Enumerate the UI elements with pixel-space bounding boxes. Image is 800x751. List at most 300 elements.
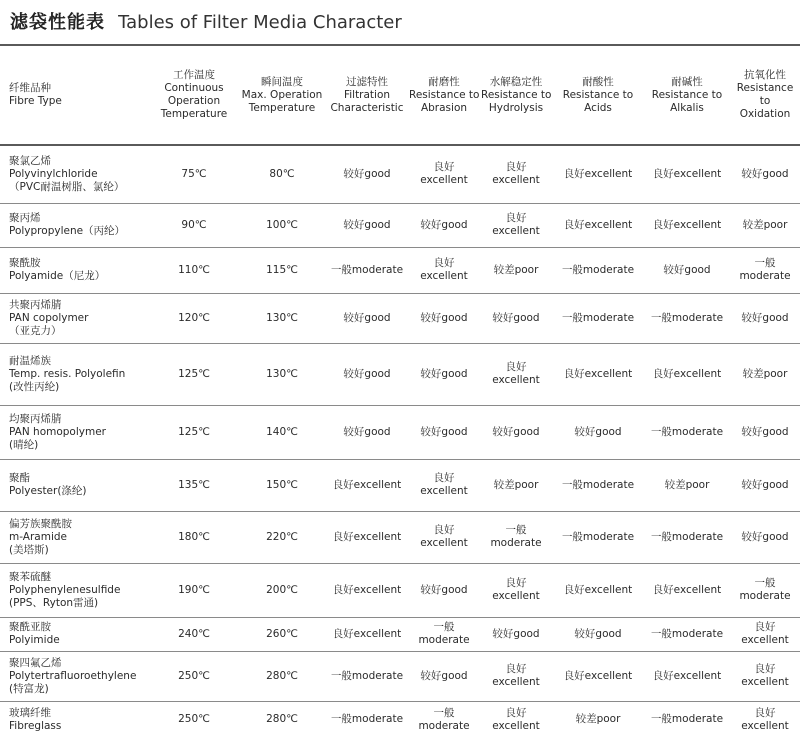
cell-fibre-type	[0, 701, 150, 738]
cell-text-line: 一般moderate	[330, 669, 404, 682]
cell-oxidation	[730, 459, 800, 511]
cell-hydrolysis	[480, 203, 552, 247]
header-abrasion	[408, 45, 480, 145]
table-row	[0, 405, 800, 459]
cell-text-line: excellent	[741, 634, 789, 646]
cell-abrasion	[408, 701, 480, 738]
cell-max-temp	[238, 459, 326, 511]
cell-text-line: 较好good	[343, 425, 391, 438]
cell-filtration	[326, 247, 408, 293]
cell-text-line: 280℃	[266, 669, 298, 682]
cell-text-line: Resistance to	[481, 88, 552, 101]
cell-text-line: 良好excellent	[652, 583, 722, 596]
header-filtration	[326, 45, 408, 145]
cell-text-line: 良好excellent	[332, 627, 402, 640]
cell-text-line: excellent	[420, 485, 468, 497]
cell-text-line: (PPS、Ryton雷通)	[9, 596, 99, 609]
cell-text-line: 较差poor	[493, 478, 539, 491]
cell-text-line: 较好good	[420, 583, 468, 596]
cell-text-line: Acids	[584, 101, 612, 114]
cell-max-temp	[238, 563, 326, 617]
cell-text-line: Temperature	[248, 101, 316, 114]
cell-text-line: excellent	[492, 719, 540, 732]
cell-alkalis	[644, 343, 730, 405]
cell-text-line: 良好	[505, 663, 527, 675]
cell-text-line: Polyimide	[9, 634, 60, 646]
cell-text-line: excellent	[741, 719, 789, 732]
cell-continuous-temp	[150, 247, 238, 293]
cell-oxidation	[730, 247, 800, 293]
cell-fibre-type	[0, 563, 150, 617]
cell-continuous-temp	[150, 145, 238, 203]
cell-text-line: 100℃	[266, 218, 298, 231]
cell-oxidation	[730, 145, 800, 203]
cell-acids	[552, 145, 644, 203]
cell-text-line: 125℃	[178, 425, 210, 438]
cell-hydrolysis	[480, 651, 552, 701]
cell-text-line: Resistance	[736, 82, 794, 94]
table-row	[0, 563, 800, 617]
cell-text-line: 115℃	[266, 263, 298, 276]
cell-acids	[552, 511, 644, 563]
cell-abrasion	[408, 247, 480, 293]
cell-oxidation	[730, 701, 800, 738]
cell-filtration	[326, 343, 408, 405]
cell-text-line: 偏芳族聚酰胺	[9, 517, 72, 530]
cell-text-line: 较差poor	[742, 367, 788, 380]
cell-text-line: 190℃	[178, 583, 210, 596]
cell-max-temp	[238, 343, 326, 405]
cell-continuous-temp	[150, 511, 238, 563]
cell-text-line: （PVC耐温树脂、氯纶）	[9, 180, 125, 193]
cell-text-line: Temp. resis. Polyolefin	[9, 367, 126, 380]
cell-hydrolysis	[480, 343, 552, 405]
header-alkalis	[644, 45, 730, 145]
cell-text-line: 较好good	[420, 367, 468, 380]
cell-filtration	[326, 563, 408, 617]
cell-text-line: 良好	[433, 161, 455, 174]
cell-text-line: Temperature	[160, 108, 228, 120]
cell-text-line: 良好	[505, 577, 527, 589]
cell-text-line: 良好excellent	[652, 669, 722, 682]
cell-text-line: moderate	[418, 634, 470, 646]
header-continuous-temp	[150, 45, 238, 145]
cell-text-line: 良好	[505, 361, 527, 373]
cell-abrasion	[408, 343, 480, 405]
cell-text-line: Resistance to	[562, 88, 634, 101]
cell-text-line: Max. Operation	[241, 88, 323, 101]
cell-max-temp	[238, 617, 326, 651]
table-row	[0, 203, 800, 247]
cell-max-temp	[238, 511, 326, 563]
cell-text-line: 水解稳定性	[489, 75, 543, 88]
cell-text-line: 较好good	[492, 627, 540, 640]
cell-text-line: 较好good	[492, 425, 540, 438]
cell-text-line: Polyester(涤纶)	[9, 485, 87, 497]
cell-text-line: excellent	[420, 537, 468, 549]
cell-text-line: moderate	[739, 590, 791, 602]
cell-hydrolysis	[480, 405, 552, 459]
cell-text-line: 较好good	[741, 311, 789, 324]
cell-text-line: 较好good	[420, 311, 468, 324]
cell-alkalis	[644, 617, 730, 651]
cell-oxidation	[730, 203, 800, 247]
cell-continuous-temp	[150, 701, 238, 738]
cell-text-line: 一般	[754, 257, 776, 269]
cell-text-line: 耐碱性	[671, 75, 703, 88]
title-bar	[0, 0, 800, 44]
cell-text-line: Polyvinylchloride	[9, 167, 98, 180]
cell-text-line: 良好	[754, 621, 776, 633]
cell-text-line: 良好excellent	[332, 583, 402, 596]
cell-text-line: 聚氯乙烯	[9, 154, 51, 167]
cell-text-line: 较好good	[663, 263, 711, 276]
cell-filtration	[326, 701, 408, 738]
cell-alkalis	[644, 459, 730, 511]
cell-abrasion	[408, 617, 480, 651]
cell-text-line: 一般	[505, 524, 527, 536]
cell-text-line: 较好good	[343, 218, 391, 231]
cell-fibre-type	[0, 511, 150, 563]
cell-fibre-type	[0, 459, 150, 511]
cell-text-line: 一般	[754, 577, 776, 589]
cell-text-line: 较好good	[420, 425, 468, 438]
cell-abrasion	[408, 459, 480, 511]
cell-acids	[552, 701, 644, 738]
cell-fibre-type	[0, 651, 150, 701]
cell-text-line: 较好good	[343, 367, 391, 380]
cell-text-line: 200℃	[266, 583, 298, 596]
cell-hydrolysis	[480, 247, 552, 293]
cell-alkalis	[644, 651, 730, 701]
cell-acids	[552, 405, 644, 459]
cell-max-temp	[238, 701, 326, 738]
cell-text-line: excellent	[492, 676, 540, 688]
cell-max-temp	[238, 405, 326, 459]
cell-text-line: moderate	[418, 719, 470, 732]
cell-fibre-type	[0, 293, 150, 343]
cell-text-line: 较好good	[741, 425, 789, 438]
cell-fibre-type	[0, 343, 150, 405]
cell-hydrolysis	[480, 701, 552, 738]
table-row	[0, 459, 800, 511]
cell-text-line: 良好	[433, 472, 455, 484]
cell-text-line: 一般moderate	[561, 530, 635, 543]
cell-text-line: 良好excellent	[652, 167, 722, 180]
cell-text-line: 良好	[433, 257, 455, 269]
cell-text-line: 耐酸性	[582, 75, 614, 88]
cell-text-line: 聚苯硫醚	[9, 570, 51, 583]
cell-oxidation	[730, 651, 800, 701]
cell-text-line: 150℃	[266, 478, 298, 491]
cell-hydrolysis	[480, 293, 552, 343]
header-acids	[552, 45, 644, 145]
cell-text-line: 瞬间温度	[261, 75, 303, 88]
cell-text-line: 良好	[505, 706, 527, 719]
cell-abrasion	[408, 293, 480, 343]
cell-text-line: 较好good	[420, 218, 468, 231]
title-english: Tables of Filter Media Character	[118, 12, 402, 33]
cell-hydrolysis	[480, 511, 552, 563]
cell-text-line: 良好excellent	[332, 478, 402, 491]
cell-filtration	[326, 203, 408, 247]
cell-text-line: Oxidation	[739, 108, 791, 120]
cell-text-line: excellent	[741, 676, 789, 688]
cell-acids	[552, 343, 644, 405]
cell-text-line: 良好	[505, 161, 527, 174]
cell-filtration	[326, 511, 408, 563]
cell-oxidation	[730, 405, 800, 459]
cell-acids	[552, 563, 644, 617]
cell-text-line: 良好excellent	[652, 367, 722, 380]
cell-text-line: Operation	[167, 95, 221, 107]
table-row	[0, 145, 800, 203]
cell-text-line: 135℃	[178, 478, 210, 491]
cell-text-line: 一般moderate	[650, 627, 724, 640]
header-hydrolysis	[480, 45, 552, 145]
cell-text-line: 良好excellent	[563, 218, 633, 231]
cell-text-line: (改性丙纶)	[9, 380, 60, 393]
cell-continuous-temp	[150, 617, 238, 651]
cell-hydrolysis	[480, 145, 552, 203]
cell-text-line: 130℃	[266, 311, 298, 324]
cell-text-line: excellent	[420, 270, 468, 282]
cell-filtration	[326, 651, 408, 701]
cell-text-line: 110℃	[178, 263, 210, 276]
cell-max-temp	[238, 293, 326, 343]
cell-continuous-temp	[150, 563, 238, 617]
cell-text-line: 工作温度	[173, 69, 215, 81]
cell-filtration	[326, 293, 408, 343]
cell-text-line: 250℃	[178, 669, 210, 682]
cell-acids	[552, 459, 644, 511]
cell-text-line: 220℃	[266, 530, 298, 543]
cell-text-line: 聚丙烯	[9, 212, 41, 224]
cell-text-line: Abrasion	[420, 101, 468, 114]
cell-text-line: 过滤特性	[346, 75, 388, 88]
table-body	[0, 145, 800, 738]
cell-alkalis	[644, 405, 730, 459]
cell-max-temp	[238, 651, 326, 701]
cell-hydrolysis	[480, 459, 552, 511]
cell-acids	[552, 203, 644, 247]
cell-acids	[552, 293, 644, 343]
cell-text-line: moderate	[739, 270, 791, 282]
cell-continuous-temp	[150, 651, 238, 701]
cell-text-line: 一般moderate	[561, 263, 635, 276]
cell-oxidation	[730, 563, 800, 617]
table-row	[0, 343, 800, 405]
cell-text-line: 良好	[505, 212, 527, 224]
cell-text-line: 聚四氟乙烯	[9, 656, 62, 669]
cell-continuous-temp	[150, 343, 238, 405]
cell-alkalis	[644, 247, 730, 293]
cell-text-line: Resistance to	[409, 88, 480, 101]
cell-text-line: 共聚丙烯腈	[9, 298, 62, 311]
cell-text-line: 250℃	[178, 713, 210, 726]
cell-text-line: 良好excellent	[563, 367, 633, 380]
cell-fibre-type	[0, 203, 150, 247]
table-row	[0, 651, 800, 701]
cell-text-line: 一般moderate	[561, 478, 635, 491]
cell-alkalis	[644, 293, 730, 343]
cell-text-line: PAN homopolymer	[9, 425, 106, 438]
cell-text-line: 80℃	[269, 167, 295, 180]
cell-text-line: 较差poor	[664, 478, 710, 491]
cell-oxidation	[730, 617, 800, 651]
cell-text-line: 一般	[433, 706, 455, 719]
cell-text-line: 较好good	[492, 311, 540, 324]
cell-text-line: 240℃	[178, 627, 210, 640]
cell-abrasion	[408, 563, 480, 617]
cell-text-line: Resistance to	[651, 88, 723, 101]
cell-text-line: 180℃	[178, 530, 210, 543]
cell-text-line: 良好excellent	[332, 530, 402, 543]
cell-text-line: 较差poor	[575, 713, 621, 726]
cell-text-line: moderate	[490, 537, 542, 549]
cell-text-line: to	[759, 95, 771, 107]
cell-text-line: 260℃	[266, 627, 298, 640]
cell-text-line: PAN copolymer	[9, 311, 89, 324]
cell-text-line: excellent	[492, 374, 540, 386]
cell-filtration	[326, 459, 408, 511]
cell-text-line: 120℃	[178, 311, 210, 324]
cell-abrasion	[408, 651, 480, 701]
cell-alkalis	[644, 203, 730, 247]
cell-acids	[552, 617, 644, 651]
cell-alkalis	[644, 701, 730, 738]
cell-max-temp	[238, 145, 326, 203]
filter-media-table	[0, 44, 800, 738]
cell-text-line: Alkalis	[670, 101, 704, 114]
cell-abrasion	[408, 511, 480, 563]
cell-text-line: 聚酯	[9, 472, 30, 484]
cell-text-line: 较好good	[741, 167, 789, 180]
cell-text-line: 较差poor	[493, 263, 539, 276]
cell-continuous-temp	[150, 203, 238, 247]
cell-text-line: （亚克力）	[9, 324, 62, 337]
cell-alkalis	[644, 145, 730, 203]
cell-text-line: 纤维品种	[9, 82, 51, 94]
title-chinese: 滤袋性能表	[10, 12, 105, 33]
cell-text-line: 良好	[754, 663, 776, 675]
cell-text-line: 较好good	[574, 425, 622, 438]
cell-text-line: 良好excellent	[563, 669, 633, 682]
cell-text-line: 140℃	[266, 425, 298, 438]
cell-text-line: 75℃	[181, 167, 207, 180]
cell-text-line: 一般moderate	[650, 425, 724, 438]
cell-text-line: 较好good	[574, 627, 622, 640]
cell-max-temp	[238, 203, 326, 247]
cell-text-line: m-Aramide	[9, 530, 67, 543]
cell-text-line: 一般moderate	[650, 311, 724, 324]
cell-text-line: Polytertrafluoroethylene	[9, 669, 137, 682]
cell-continuous-temp	[150, 405, 238, 459]
cell-text-line: Filtration	[343, 88, 391, 101]
cell-text-line: Polyamide（尼龙）	[9, 270, 106, 282]
cell-fibre-type	[0, 145, 150, 203]
cell-text-line: 耐温烯族	[9, 354, 51, 367]
cell-text-line: (美塔斯)	[9, 543, 49, 556]
cell-text-line: Continuous	[164, 82, 224, 94]
cell-text-line: 一般moderate	[330, 713, 404, 726]
cell-acids	[552, 247, 644, 293]
cell-text-line: 较好good	[343, 311, 391, 324]
cell-oxidation	[730, 511, 800, 563]
table-row	[0, 701, 800, 738]
cell-text-line: excellent	[420, 174, 468, 187]
cell-fibre-type	[0, 617, 150, 651]
cell-continuous-temp	[150, 293, 238, 343]
cell-hydrolysis	[480, 563, 552, 617]
cell-filtration	[326, 405, 408, 459]
cell-text-line: 125℃	[178, 367, 210, 380]
table-row	[0, 293, 800, 343]
cell-text-line: 良好excellent	[563, 167, 633, 180]
cell-fibre-type	[0, 247, 150, 293]
cell-text-line: 良好	[433, 524, 455, 536]
cell-abrasion	[408, 145, 480, 203]
cell-text-line: Fibreglass	[9, 719, 62, 732]
cell-text-line: 良好excellent	[563, 583, 633, 596]
cell-text-line: 均聚丙烯腈	[9, 412, 62, 425]
cell-text-line: 耐磨性	[428, 75, 460, 88]
cell-text-line: 玻璃纤维	[9, 706, 51, 719]
header-max-temp	[238, 45, 326, 145]
cell-text-line: 较好good	[741, 478, 789, 491]
table-row	[0, 617, 800, 651]
cell-text-line: (特富龙)	[9, 682, 49, 695]
cell-text-line: excellent	[492, 174, 540, 187]
cell-text-line: 抗氧化性	[744, 69, 786, 81]
cell-text-line: Polypropylene（丙纶）	[9, 225, 126, 237]
cell-text-line: 一般moderate	[650, 713, 724, 726]
header-oxidation	[730, 45, 800, 145]
cell-text-line: 较好good	[741, 530, 789, 543]
cell-alkalis	[644, 511, 730, 563]
table-row	[0, 247, 800, 293]
table-header	[0, 45, 800, 145]
cell-text-line: excellent	[492, 225, 540, 237]
cell-oxidation	[730, 293, 800, 343]
cell-filtration	[326, 617, 408, 651]
cell-text-line: 130℃	[266, 367, 298, 380]
cell-fibre-type	[0, 405, 150, 459]
cell-text-line: 良好	[754, 706, 776, 719]
cell-text-line: Polyphenylenesulfide	[9, 583, 121, 596]
cell-text-line: Hydrolysis	[488, 101, 544, 114]
cell-text-line: 一般	[433, 621, 455, 633]
cell-text-line: 聚酰亚胺	[9, 621, 51, 633]
cell-text-line: 一般moderate	[650, 530, 724, 543]
cell-text-line: Fibre Type	[9, 95, 62, 107]
cell-abrasion	[408, 203, 480, 247]
cell-abrasion	[408, 405, 480, 459]
cell-text-line: 一般moderate	[561, 311, 635, 324]
cell-text-line: 聚酰胺	[9, 257, 41, 269]
cell-oxidation	[730, 343, 800, 405]
cell-acids	[552, 651, 644, 701]
cell-alkalis	[644, 563, 730, 617]
cell-text-line: 90℃	[181, 218, 207, 231]
cell-text-line: (晴纶)	[9, 438, 39, 451]
cell-filtration	[326, 145, 408, 203]
cell-text-line: 较好good	[343, 167, 391, 180]
header-row	[0, 45, 800, 145]
cell-hydrolysis	[480, 617, 552, 651]
header-fibre-type	[0, 45, 150, 145]
cell-text-line: 280℃	[266, 713, 298, 726]
